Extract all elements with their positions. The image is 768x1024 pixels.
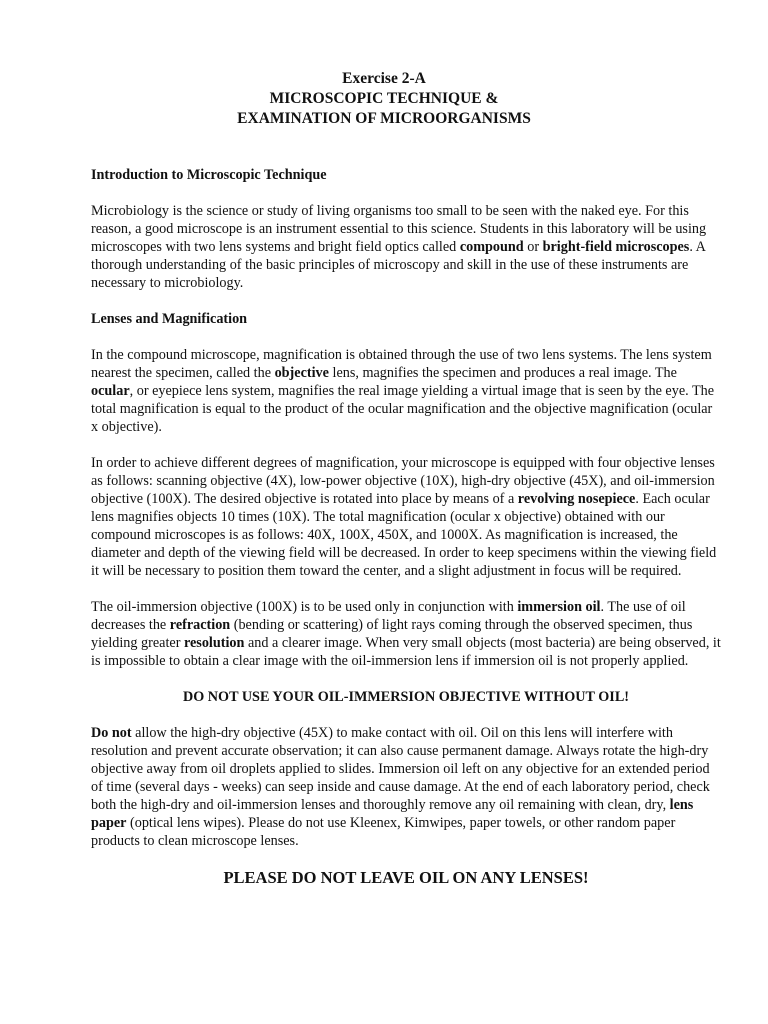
intro-paragraph: Microbiology is the science or study of living organisms too small to be seen with the naked eye. For this reason, a good microscope is an instrument essential to this science. Students in this laboratory will be using microscopes with two lens systems and bright field optics called compound or bright-field microscopes. A thorough understanding of the basic principles of microscopy and skill in the use of these instruments are necessary to microbiology. — [91, 203, 707, 291]
term-refraction: refraction — [169, 617, 231, 633]
term-lens-paper: lens paper — [91, 797, 694, 831]
lenses-paragraph-4: Do not allow the high-dry objective (45X) to make contact with oil. Oil on this lens will interfere with resolution and prevent accurate observation; it can also cause permanent damage. Always rotate the high-dry objective away from oil droplets applied to slides. Immersion oil left on any objective for an extended period of time (several days - weeks) can seep inside and cause damage. At the end of each laboratory period, check both the high-dry and oil-immersion lenses and thoroughly remove any oil remaining with clean, dry, lens paper (optical lens wipes). Please do not use Kleenex, Kimwipes, paper towels, or other random paper products to clean microscope lenses. — [91, 725, 710, 849]
term-ocular: ocular — [91, 383, 130, 399]
lenses-paragraph-2: In order to achieve different degrees of magnification, your microscope is equipped with four objective lenses as follows: scanning objective (4X), low-power objective (10X), high-dry objective (45X), and oil-immersion objective (100X). The desired objective is rotated into place by means of a revolving nosepiece. Each ocular lens magnifies objects 10 times (10X). The total magnification (ocular x objective) obtained with our compound microscopes is as follows: 40X, 100X, 450X, and 1000X. As magnification is increased, the diameter and depth of the viewing field will be decreased. In order to keep specimens within the viewing field it will be necessary to position them toward the center, and a slight adjustment in focus will be required. — [91, 455, 717, 579]
term-immersion-oil: immersion oil — [517, 599, 601, 615]
term-revolving-nosepiece: revolving nosepiece — [517, 491, 636, 507]
intro-heading: Introduction to Microscopic Technique — [91, 167, 327, 183]
final-warning: PLEASE DO NOT LEAVE OIL ON ANY LENSES! — [223, 868, 589, 887]
lenses-paragraph-1: In the compound microscope, magnification is obtained through the use of two lens systems. The lens system nearest the specimen, called the objective lens, magnifies the specimen and produces a real image. The ocular, or eyepiece lens system, magnifies the real image yielding a virtual image that is seen by the eye. The total magnification is equal to the product of the ocular magnification and the objective magnification (ocular x objective). — [91, 347, 715, 435]
term-compound: compound — [459, 239, 524, 255]
term-bright-field: bright-field microscopes — [542, 239, 690, 255]
document-title — [0, 69, 768, 129]
lenses-paragraph-3: The oil-immersion objective (100X) is to be used only in conjunction with immersion oil. The use of oil decreases the refraction (bending or scattering) of light rays coming through the observed specimen, thus yielding greater resolution and a clearer image. When very small objects (most bacteria) are being observed, it is impossible to obtain a clear image with the oil-immersion lens if immersion oil is not properly applied. — [91, 599, 721, 669]
title-line-2: EXAMINATION OF MICROORGANISMS — [237, 110, 531, 127]
document-body — [91, 166, 721, 888]
term-do-not: Do not — [91, 725, 132, 741]
lenses-heading: Lenses and Magnification — [91, 311, 248, 327]
term-objective: objective — [274, 365, 329, 381]
exercise-number: Exercise 2-A — [342, 70, 426, 87]
term-resolution: resolution — [183, 635, 245, 651]
title-line-1: MICROSCOPIC TECHNIQUE & — [269, 90, 499, 107]
oil-warning: DO NOT USE YOUR OIL-IMMERSION OBJECTIVE WITHOUT OIL! — [182, 689, 630, 705]
